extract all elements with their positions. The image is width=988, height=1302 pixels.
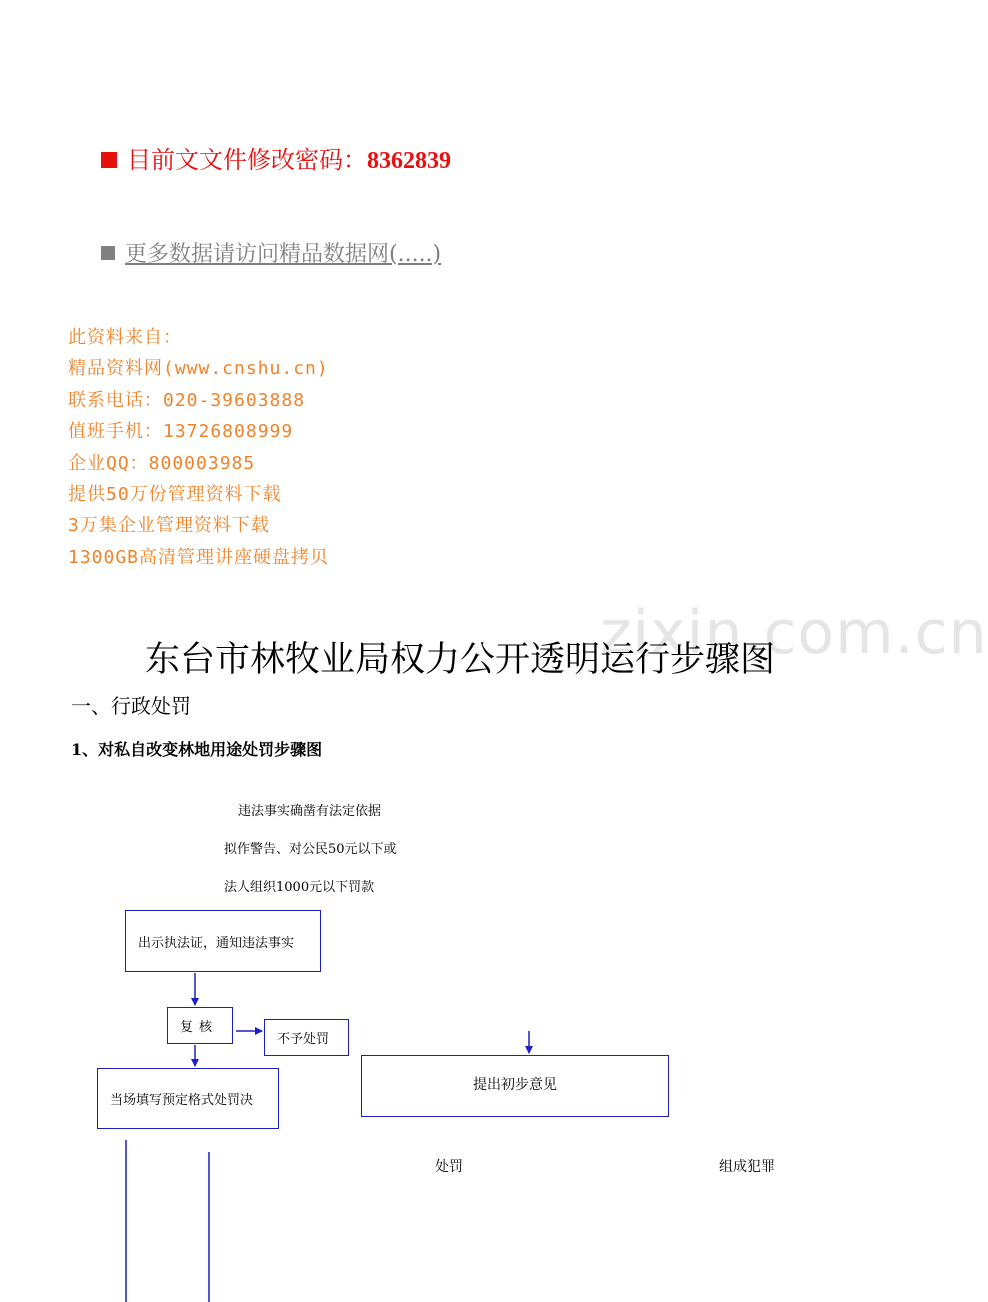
flow-box-no-penalty [264,1019,349,1056]
document-title: 东台市林牧业局权力公开透明运行步骤图 [144,640,775,680]
flow-label-penalty: 处罚 [435,1159,463,1175]
flow-box-label: 当场填写预定格式处罚决 [110,1093,254,1108]
password-notice-label: 目前文文件修改密码： [127,146,367,174]
subsection-heading: 1、对私自改变林地用途处罚步骤图 [71,740,323,759]
flow-note: 拟作警告、对公民50元以下或 [224,842,397,857]
flow-box-review [167,1007,233,1044]
flow-box-show-certificate [125,910,321,972]
flow-note: 法人组织1000元以下罚款 [224,880,375,895]
source-info-line: 此资料来自： [68,327,182,348]
section-heading: 一、行政处罚 [71,694,191,718]
flow-box-onsite-decision [97,1068,279,1129]
source-info-line: 提供50万份管理资料下载 [68,484,282,506]
source-info-line: 3万集企业管理资料下载 [68,515,270,537]
flow-box-label: 复核 [180,1020,219,1035]
password-code: 8362839 [367,148,451,174]
flow-note: 违法事实确凿有法定依据 [238,804,382,819]
source-info-line: 精品资料网(www.cnshu.cn) [68,358,329,380]
watermark: zixin.com.cn [600,598,988,668]
flow-box-label: 出示执法证，通知违法事实 [138,935,295,951]
more-data-link[interactable]: 更多数据请访问精品数据网(.....) [125,242,442,267]
flow-box-label: 不予处罚 [277,1032,330,1047]
source-info-line: 值班手机：13726808999 [68,421,294,443]
flow-box-initial-opinion [361,1055,669,1117]
source-info-line: 联系电话：020-39603888 [68,389,306,411]
source-info-line: 企业QQ：800003985 [68,452,256,474]
source-info-line: 1300GB高清管理讲座硬盘拷贝 [68,546,330,568]
flow-box-label: 提出初步意见 [473,1077,557,1093]
flow-label-crime: 组成犯罪 [719,1159,775,1175]
